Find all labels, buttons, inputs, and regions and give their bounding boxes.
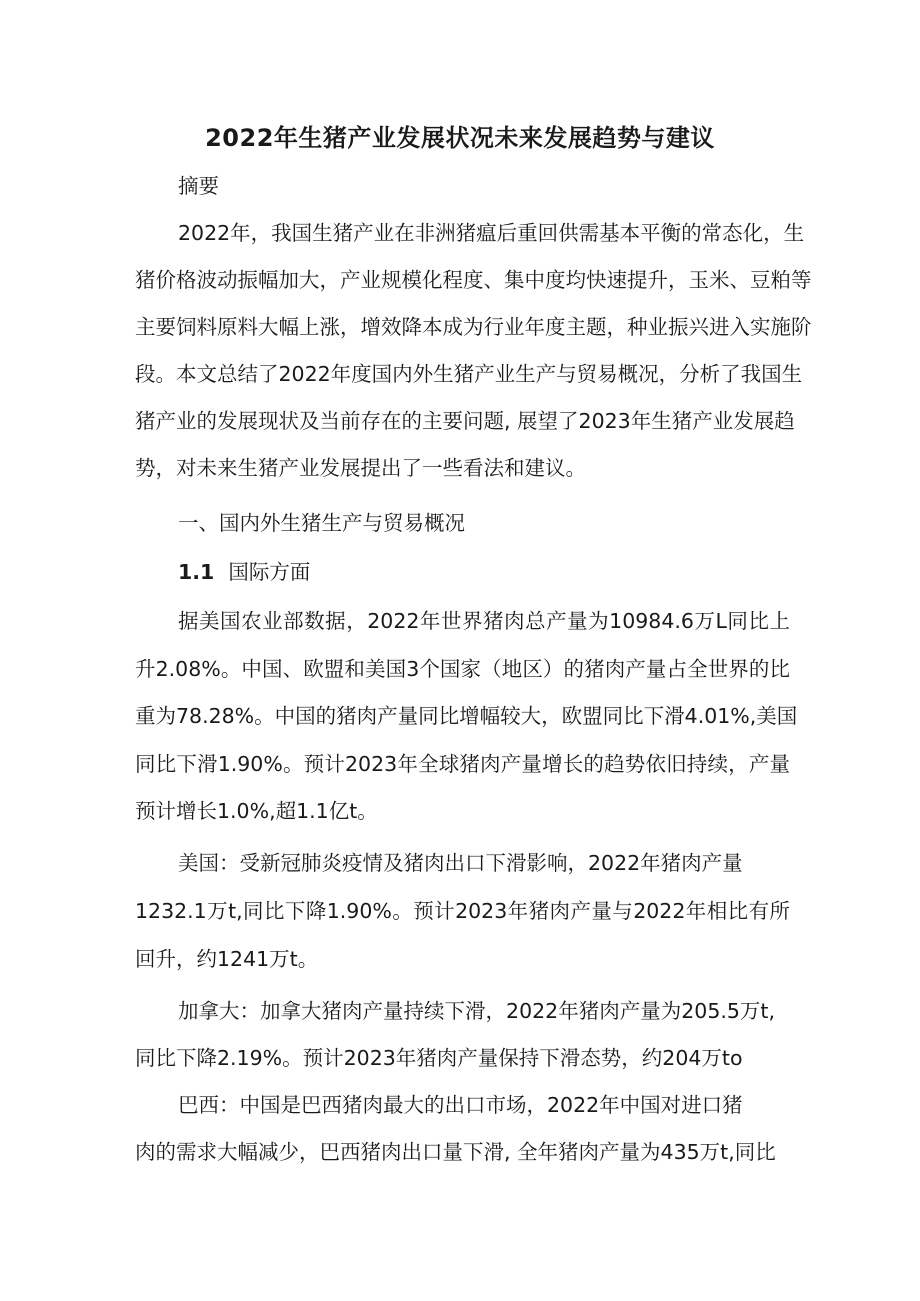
subsection-title: 国际方面: [228, 560, 311, 584]
abstract-heading: 摘要: [178, 174, 219, 198]
paragraph-line: 同比下滑1.90%。预计2023年全球猪肉产量增长的趋势依旧持续，产量: [135, 752, 790, 776]
paragraph-line: 预计增长1.0%,超1.1亿t。: [135, 799, 378, 823]
paragraph-line: 加拿大：加拿大猪肉产量持续下滑，2022年猪肉产量为205.5万t,: [178, 999, 775, 1023]
section-heading: 一、国内外生猪生产与贸易概况: [178, 511, 465, 535]
subsection-number: 1.1: [178, 560, 215, 584]
paragraph-line: 1232.1万t,同比下降1.90%。预计2023年猪肉产量与2022年相比有所: [135, 899, 790, 923]
paragraph-line: 重为78.28%。中国的猪肉产量同比增幅较大，欧盟同比下滑4.01%,美国: [135, 704, 798, 728]
abstract-line: 主要饲料原料大幅上涨，增效降本成为行业年度主题，种业振兴进入实施阶: [135, 315, 812, 339]
abstract-line: 猪价格波动振幅加大，产业规模化程度、集中度均快速提升，玉米、豆粕等: [135, 268, 812, 292]
abstract-line: 势，对未来生猪产业发展提出了一些看法和建议。: [135, 456, 586, 480]
abstract-line: 段。本文总结了2022年度国内外生猪产业生产与贸易概况，分析了我国生: [135, 362, 803, 386]
paragraph-line: 升2.08%。中国、欧盟和美国3个国家（地区）的猪肉产量占全世界的比: [135, 657, 790, 681]
abstract-line: 2022年，我国生猪产业在非洲猪瘟后重回供需基本平衡的常态化，生: [178, 221, 805, 245]
paragraph-line: 美国：受新冠肺炎疫情及猪肉出口下滑影响，2022年猪肉产量: [178, 851, 743, 875]
paragraph-line: 回升，约1241万t。: [135, 947, 319, 971]
paragraph-line: 巴西：中国是巴西猪肉最大的出口市场，2022年中国对进口猪: [178, 1093, 743, 1117]
abstract-line: 猪产业的发展现状及当前存在的主要问题, 展望了2023年生猪产业发展趋: [135, 409, 795, 433]
document-title: 2022年生猪产业发展状况未来发展趋势与建议: [205, 124, 715, 152]
paragraph-line: 据美国农业部数据，2022年世界猪肉总产量为10984.6万L同比上: [178, 609, 790, 633]
subsection-heading: [178, 557, 310, 587]
paragraph-line: 肉的需求大幅减少，巴西猪肉出口量下滑, 全年猪肉产量为435万t,同比: [135, 1140, 776, 1164]
paragraph-line: 同比下降2.19%。预计2023年猪肉产量保持下滑态势，约204万to: [135, 1046, 743, 1070]
